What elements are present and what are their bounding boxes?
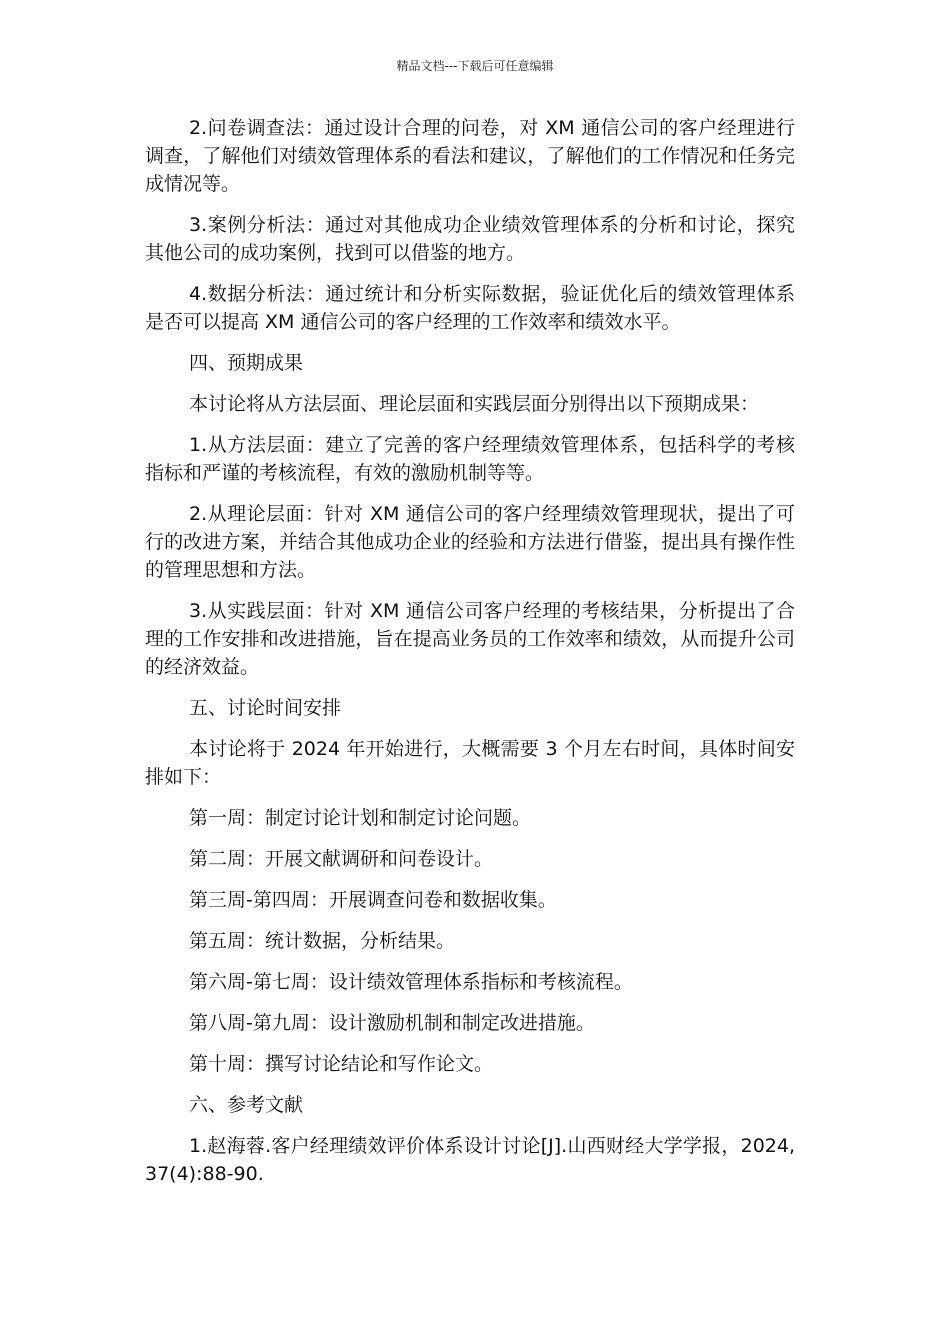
section-heading-expected-results: 四、预期成果 xyxy=(189,352,304,374)
schedule-item-week10: 第十周：撰写讨论结论和写作论文。 xyxy=(189,1053,494,1075)
schedule-item-week6-7: 第六周-第七周：设计绩效管理体系指标和考核流程。 xyxy=(189,971,633,993)
paragraph-schedule-intro: 本讨论将于 2024 年开始进行，大概需要 3 个月左右时间，具体时间安排如下： xyxy=(145,738,795,788)
schedule-item-week3-4: 第三周-第四周：开展调查问卷和数据收集。 xyxy=(189,889,557,911)
paragraph-method-data-analysis: 4.数据分析法：通过统计和分析实际数据，验证优化后的绩效管理体系是否可以提高 XM 通信公司的客户经理的工作效率和绩效水平。 xyxy=(145,283,795,333)
page-header: 精品文档---下载后可任意编辑 xyxy=(396,59,554,73)
schedule-item-week1: 第一周：制定讨论计划和制定讨论问题。 xyxy=(189,807,532,829)
section-heading-schedule: 五、讨论时间安排 xyxy=(189,697,342,719)
section-heading-references: 六、参考文献 xyxy=(189,1094,304,1116)
schedule-item-week5: 第五周：统计数据，分析结果。 xyxy=(189,930,456,952)
paragraph-expected-theory: 2.从理论层面：针对 XM 通信公司的客户经理绩效管理现状，提出了可行的改进方案，并结合其他成功企业的经验和方法进行借鉴，提出具有操作性的管理思想和方法。 xyxy=(145,503,795,581)
paragraph-method-case-analysis: 3.案例分析法：通过对其他成功企业绩效管理体系的分析和讨论，探究其他公司的成功案例，找到可以借鉴的地方。 xyxy=(145,214,795,264)
document-body xyxy=(145,114,795,1201)
paragraph-expected-practice: 3.从实践层面：针对 XM 通信公司客户经理的考核结果，分析提出了合理的工作安排和改进措施，旨在提高业务员的工作效率和绩效，从而提升公司的经济效益。 xyxy=(145,600,795,678)
paragraph-expected-intro: 本讨论将从方法层面、理论层面和实践层面分别得出以下预期成果： xyxy=(189,393,760,415)
schedule-item-week2: 第二周：开展文献调研和问卷设计。 xyxy=(189,848,494,870)
schedule-item-week8-9: 第八周-第九周：设计激励机制和制定改进措施。 xyxy=(189,1012,595,1034)
paragraph-method-questionnaire: 2.问卷调查法：通过设计合理的问卷，对 XM 通信公司的客户经理进行调查，了解他们对绩效管理体系的看法和建议，了解他们的工作情况和任务完成情况等。 xyxy=(145,117,795,195)
paragraph-expected-method: 1.从方法层面：建立了完善的客户经理绩效管理体系，包括科学的考核指标和严谨的考核流程，有效的激励机制等等。 xyxy=(145,434,795,484)
reference-item-1: 1.赵海蓉.客户经理绩效评价体系设计讨论[J].山西财经大学学报，2024, 37(4):88-90. xyxy=(145,1135,795,1185)
